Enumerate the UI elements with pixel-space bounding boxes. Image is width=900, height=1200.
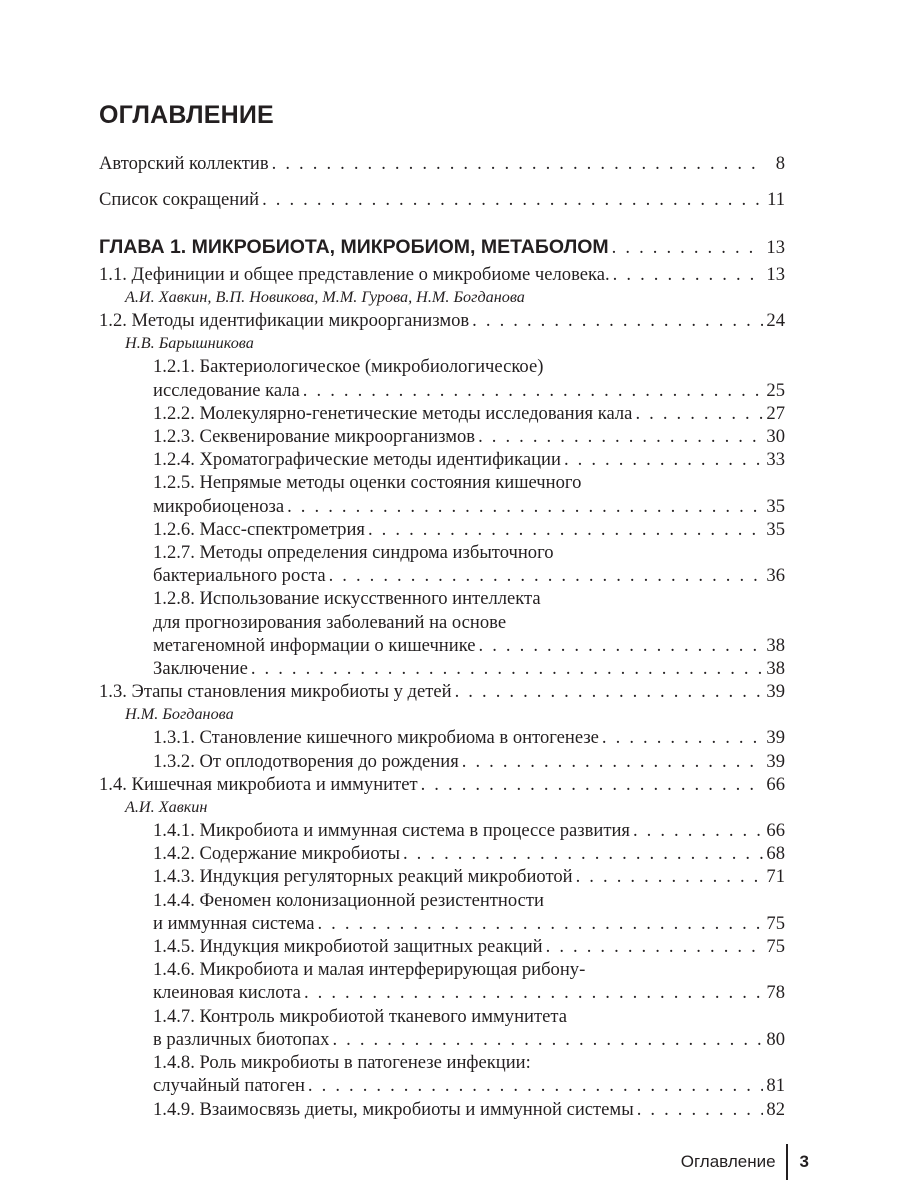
toc-entry-title-line: 1.2.5. Непрямые методы оценки состояния кишечного — [153, 472, 582, 494]
dot-leader — [479, 634, 764, 657]
toc-entry-title: бактериального роста — [153, 565, 326, 587]
running-footer-label: Оглавление — [680, 1152, 776, 1171]
toc-page-number: 78 — [766, 982, 785, 1004]
dot-leader — [308, 1074, 763, 1097]
toc-entry-section[interactable] — [99, 680, 785, 703]
page-title: ОГЛАВЛЕНИЕ — [99, 101, 274, 129]
dot-leader — [462, 750, 764, 773]
dot-leader — [421, 773, 764, 796]
toc-page-number: 81 — [766, 1075, 785, 1097]
toc-entry-title-line: 1.2.8. Использование искусственного интеллекта — [153, 588, 541, 610]
toc-entry-title: Заключение — [153, 658, 248, 680]
toc-entry-title: исследование кала — [153, 379, 300, 401]
toc-entry-title: метагеномной информации о кишечнике — [153, 634, 476, 656]
toc-entry-title-line: 1.4.8. Роль микробиоты в патогенезе инфекции: — [153, 1052, 531, 1074]
toc-entry-sub[interactable] — [99, 865, 785, 888]
toc-entry-sub[interactable] — [99, 657, 785, 680]
toc-entry-title: 1.4. Кишечная микробиота и иммунитет — [99, 773, 418, 795]
toc-entry-title: 1.3.2. От оплодотворения до рождения — [153, 750, 459, 772]
toc-page-number: 30 — [766, 426, 785, 448]
toc-page-number: 13 — [766, 237, 785, 258]
dot-leader — [304, 981, 763, 1004]
toc-entry-title: 1.3.1. Становление кишечного микробиома в онтогенезе — [153, 727, 599, 749]
dot-leader — [478, 425, 763, 448]
dot-leader — [612, 233, 764, 263]
toc-entry-sub[interactable] — [99, 935, 785, 958]
toc-entry-sub[interactable] — [99, 1051, 785, 1097]
dot-leader — [613, 263, 764, 286]
toc-entry-title: и иммунная система — [153, 912, 315, 934]
dot-leader — [546, 935, 764, 958]
toc-page-number: 13 — [766, 264, 785, 285]
toc-entry-title: 1.4.2. Содержание микробиоты — [153, 843, 400, 865]
toc-entry-title: ГЛАВА 1. МИКРОБИОТА, МИКРОБИОМ, МЕТАБОЛОМ — [99, 236, 609, 258]
toc-entry-sub[interactable] — [99, 448, 785, 471]
toc-entry-title: 1.2.6. Масс-спектрометрия — [153, 518, 365, 540]
toc-entry-title-line: 1.2.7. Методы определения синдрома избыточного — [153, 542, 554, 564]
toc-author: Н.М. Богданова — [125, 705, 234, 724]
toc-page-number: 33 — [766, 449, 785, 471]
toc-entry-sub[interactable] — [99, 355, 785, 401]
toc-page-number: 25 — [766, 379, 785, 401]
toc-author: А.И. Хавкин — [125, 798, 208, 817]
toc-entry-title: Список сокращений — [99, 189, 260, 210]
dot-leader — [262, 182, 764, 218]
toc-entry-sub[interactable] — [99, 471, 785, 517]
toc-entry-top[interactable] — [99, 182, 785, 218]
toc-entry-title: клеиновая кислота — [153, 982, 301, 1004]
toc-page-number: 38 — [766, 634, 785, 656]
toc-entry-title-line: для прогнозирования заболеваний на основе — [153, 611, 507, 633]
toc-entry-section[interactable] — [99, 309, 785, 332]
dot-leader — [251, 657, 764, 680]
toc-entry-title: 1.4.9. Взаимосвязь диеты, микробиоты и иммунной системы — [153, 1098, 634, 1120]
dot-leader — [329, 564, 764, 587]
dot-leader — [272, 146, 764, 182]
dot-leader — [564, 448, 763, 471]
toc-entry-title-line: 1.4.4. Феномен колонизационной резистентности — [153, 889, 544, 911]
toc-page-number: 39 — [766, 681, 785, 703]
toc-entry-title: 1.2.3. Секвенирование микроорганизмов — [153, 426, 476, 448]
toc-entry-sub[interactable] — [99, 889, 785, 935]
dot-leader — [637, 1098, 764, 1121]
dot-leader — [287, 495, 763, 518]
toc-entry-title-line: 1.4.6. Микробиота и малая интерферирующая рибону- — [153, 959, 586, 981]
toc-entry-sub[interactable] — [99, 726, 785, 749]
toc-entry-sub[interactable] — [99, 1005, 785, 1051]
dot-leader — [472, 309, 763, 332]
toc-entry-title: Авторский коллектив — [99, 153, 269, 174]
toc-author: Н.В. Барышникова — [125, 334, 254, 353]
toc-page-number: 82 — [766, 1098, 785, 1120]
toc-entry-title: микробиоценоза — [153, 495, 285, 517]
toc-author: А.И. Хавкин, В.П. Новикова, М.М. Гурова, Н.М. Богданова — [125, 288, 525, 307]
toc-page-number: 36 — [766, 565, 785, 587]
dot-leader — [332, 1028, 763, 1051]
toc-page-number: 75 — [766, 936, 785, 958]
toc-entry-section[interactable] — [99, 263, 785, 286]
toc-page-number: 35 — [766, 495, 785, 517]
toc-entry-sub[interactable] — [99, 958, 785, 1004]
toc-page-number: 66 — [766, 820, 785, 842]
toc-entry-sub[interactable] — [99, 819, 785, 842]
toc-entry-title: в различных биотопах — [153, 1028, 330, 1050]
toc-entry-sub[interactable] — [99, 518, 785, 541]
toc-entry-title: 1.2.4. Хроматографические методы идентификации — [153, 449, 561, 471]
toc-page-number: 39 — [766, 750, 785, 772]
toc-entry-top[interactable] — [99, 146, 785, 182]
dot-leader — [633, 819, 763, 842]
table-of-contents — [99, 146, 785, 1121]
toc-entry-title-line: 1.4.7. Контроль микробиотой тканевого иммунитета — [153, 1005, 567, 1027]
toc-page-number: 66 — [766, 773, 785, 795]
toc-entry-title: 1.1. Дефиниции и общее представление о микробиоме человека. — [99, 264, 610, 285]
toc-page-number: 68 — [766, 843, 785, 865]
toc-entry-sub[interactable] — [99, 750, 785, 773]
toc-page-number: 35 — [766, 518, 785, 540]
dot-leader — [403, 842, 763, 865]
toc-entry-section[interactable] — [99, 773, 785, 796]
toc-page-number: 27 — [766, 402, 785, 424]
toc-entry-title: случайный патоген — [153, 1075, 305, 1097]
toc-page-number: 75 — [766, 912, 785, 934]
dot-leader — [576, 865, 764, 888]
toc-entry-title: 1.2.2. Молекулярно-генетические методы исследования кала — [153, 402, 633, 424]
toc-page-number: 8 — [775, 153, 785, 174]
toc-entry-title: 1.2. Методы идентификации микроорганизмов — [99, 310, 470, 332]
toc-entry-title-line: 1.2.1. Бактериологическое (микробиологическое) — [153, 356, 544, 378]
dot-leader — [368, 518, 763, 541]
dot-leader — [317, 912, 763, 935]
dot-leader — [303, 379, 764, 402]
toc-page-number: 80 — [766, 1028, 785, 1050]
toc-entry-sub[interactable] — [99, 402, 785, 425]
toc-entry-sub[interactable] — [99, 842, 785, 865]
toc-entry-sub[interactable] — [99, 587, 785, 657]
toc-page-number: 38 — [766, 658, 785, 680]
toc-entry-sub[interactable] — [99, 1098, 785, 1121]
toc-entry-chapter[interactable] — [99, 232, 785, 263]
toc-entry-title: 1.4.1. Микробиота и иммунная система в процессе развития — [153, 820, 630, 842]
dot-leader — [602, 726, 763, 749]
toc-entry-title: 1.4.3. Индукция регуляторных реакций микробиотой — [153, 866, 573, 888]
page-number: 3 — [799, 1152, 809, 1171]
toc-page-number: 39 — [766, 727, 785, 749]
toc-entry-sub[interactable] — [99, 425, 785, 448]
dot-leader — [635, 402, 763, 425]
dot-leader — [455, 680, 764, 703]
toc-page-number: 71 — [766, 866, 785, 888]
page-footer — [681, 1144, 809, 1180]
toc-entry-title: 1.3. Этапы становления микробиоты у детей — [99, 681, 452, 703]
toc-entry-sub[interactable] — [99, 541, 785, 587]
toc-page-number: 11 — [767, 189, 785, 210]
toc-page-number: 24 — [766, 310, 785, 332]
toc-entry-title: 1.4.5. Индукция микробиотой защитных реакций — [153, 936, 543, 958]
